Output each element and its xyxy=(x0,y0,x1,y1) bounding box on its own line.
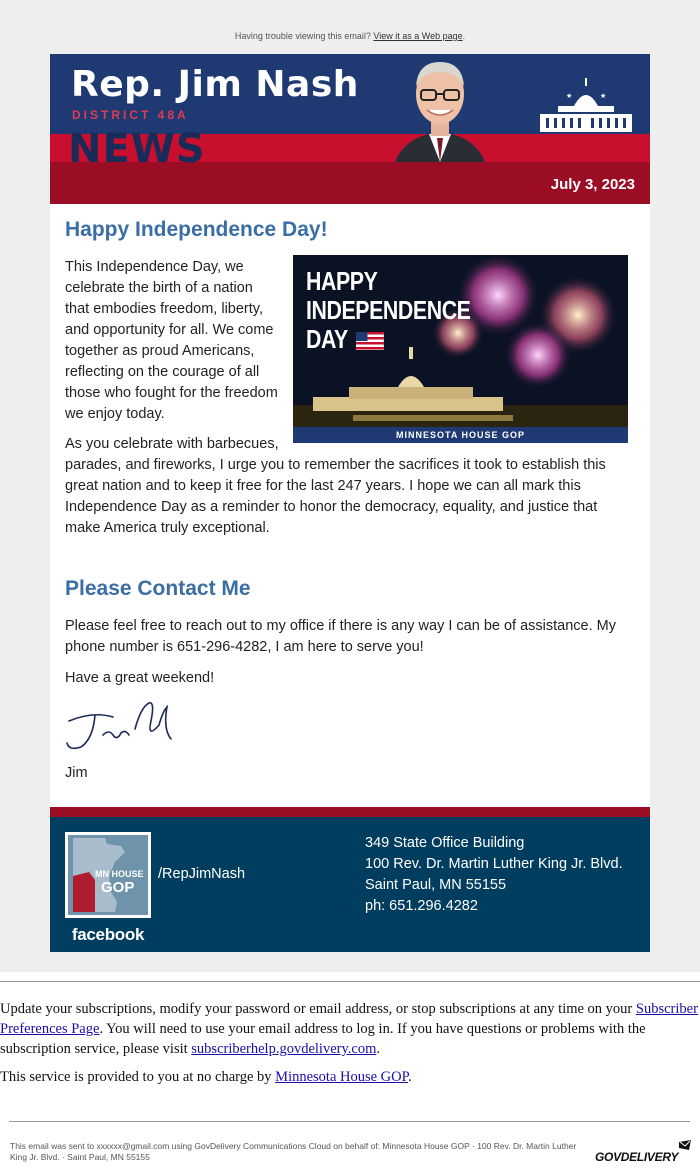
svg-text:★: ★ xyxy=(600,93,607,100)
view-web-page-link[interactable]: View it as a Web page xyxy=(373,31,463,41)
header-district: DISTRICT 48A xyxy=(72,108,189,122)
signoff-name: Jim xyxy=(65,765,88,781)
footer-red-strip xyxy=(50,807,650,817)
image-caption: MINNESOTA HOUSE GOP xyxy=(293,427,628,443)
independence-day-image xyxy=(293,255,628,443)
legal-text: This email was sent to xxxxxx@gmail.com using GovDelivery Communications Cloud on behalf of: Minnesota House GOP · 100 Rev. Dr. Martin Luther King Jr. Blvd. · Saint Paul, MN 55155 xyxy=(10,1141,577,1162)
svg-text:GOP: GOP xyxy=(101,879,135,896)
newsletter-footer xyxy=(50,817,650,952)
portrait-image xyxy=(385,54,495,162)
facebook-logo-button[interactable] xyxy=(65,832,151,944)
preheader: Having trouble viewing this email? View it as a Web page. xyxy=(234,31,466,41)
newsletter-header xyxy=(50,54,650,204)
section-heading-contact: Please Contact Me xyxy=(65,577,251,600)
preheader-text: Having trouble viewing this email? xyxy=(234,31,371,41)
service-note: This service is provided to you at no charge by Minnesota House GOP. xyxy=(0,1069,412,1085)
contact-paragraph: Please feel free to reach out to my office if there is any way I can be of assistance. My phone number is 651-296-4282, I am here to serve you! xyxy=(65,618,617,655)
envelope-icon xyxy=(679,1140,691,1150)
header-name: Rep. Jim Nash xyxy=(71,64,359,105)
subscriber-preferences-link[interactable]: Subscriber Preferences Page xyxy=(0,1001,698,1037)
signature-image xyxy=(63,699,183,755)
subscriberhelp-link[interactable]: subscriberhelp.govdelivery.com xyxy=(191,1041,377,1057)
header-news: NEWS xyxy=(68,126,206,172)
facebook-wordmark: facebook xyxy=(71,925,145,944)
svg-text:MN HOUSE: MN HOUSE xyxy=(95,869,144,879)
govdelivery-logo[interactable]: GOVDELIVERY xyxy=(595,1150,678,1164)
intro-paragraph: This Independence Day, we celebrate the birth of a nation that embodies freedom, liberty, and opportunity for all. We come together as proud Americans, reflecting on the courage of all those who fought for the freedom we enjoy today. xyxy=(65,259,278,422)
facebook-handle: /RepJimNash xyxy=(158,866,246,882)
capitol-icon xyxy=(538,78,634,134)
us-flag-icon xyxy=(356,332,384,350)
section-heading-independence: Happy Independence Day! xyxy=(65,218,328,241)
newsletter-date: July 3, 2023 xyxy=(550,176,635,193)
office-address: 349 State Office Building 100 Rev. Dr. Martin Luther King Jr. Blvd. Saint Paul, MN 55155 ph: 651.296.4282 xyxy=(365,835,623,914)
svg-text:★: ★ xyxy=(566,93,573,100)
newsletter-card xyxy=(50,54,650,952)
subscription-info: Update your subscriptions, modify your password or email address, or stop subscriptions at any time on your Subscriber Preferences Page. You will need to use your email address to log in. If you have questions or problems with the subscription service, please visit subscriberhelp.govdelivery.com. xyxy=(0,1001,698,1057)
closing-text: Have a great weekend! xyxy=(65,670,215,686)
image-headline: HAPPY INDEPENDENCE DAY xyxy=(306,266,471,354)
minnesota-house-gop-link[interactable]: Minnesota House GOP xyxy=(275,1069,409,1085)
celebration-paragraph: As you celebrate with barbecues, parades, and fireworks, I urge you to remember the sacrifices it took to establish this great nation and to keep it free for the last 247 years. I hope we can all mark this Independence Day as a reminder to honor the democracy, equality, and justice that make America truly exceptional. xyxy=(65,436,606,536)
mn-house-gop-logo xyxy=(65,832,151,918)
divider xyxy=(0,981,700,982)
divider xyxy=(9,1121,690,1122)
